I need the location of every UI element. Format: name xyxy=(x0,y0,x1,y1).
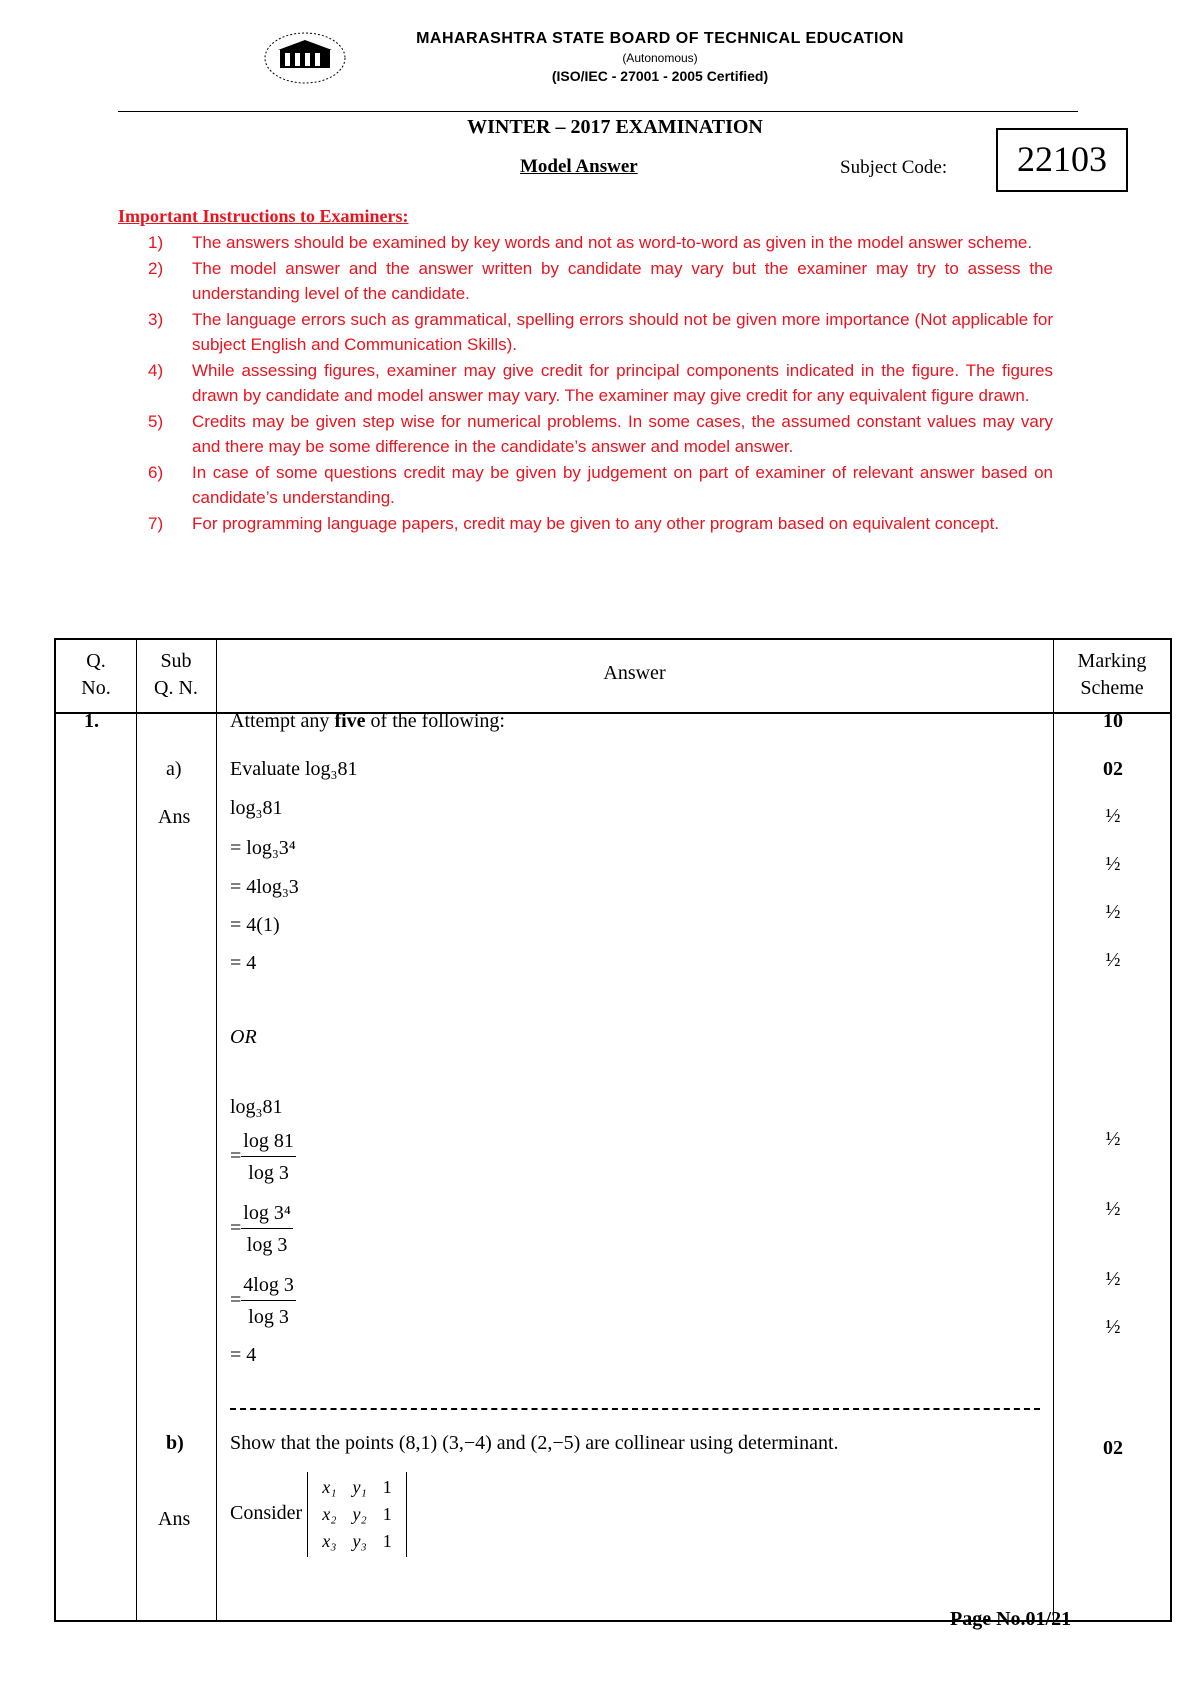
instructions-title: Important Instructions to Examiners: xyxy=(118,206,409,226)
instruction-number: 6) xyxy=(148,463,164,482)
instruction-text: Credits may be given step wise for numerical problems. In some cases, the assumed constant values may vary and there may be some difference in the candidate’s answer and model answer. xyxy=(192,412,1053,456)
header-row-divider xyxy=(56,712,1170,714)
col-header-answer: Answer xyxy=(603,662,666,684)
fraction-step: = $\frac{\log 81}{\log 3}$ xyxy=(230,1126,296,1189)
step-mark: ½ xyxy=(1105,805,1121,827)
org-certification: (ISO/IEC - 27001 - 2005 Certified) xyxy=(551,68,769,84)
answer-step: = 4 xyxy=(230,1344,257,1366)
fraction-step: = $\frac{4\log 3}{\log 3}$ xyxy=(230,1270,296,1333)
question-instruction: Attempt any five of the following: xyxy=(230,710,505,732)
instruction-number: 4) xyxy=(148,361,164,380)
determinant-step xyxy=(230,1472,407,1557)
instructions-list xyxy=(148,230,1053,537)
answer-step: = 4(1) xyxy=(230,914,280,936)
instruction-text: For programming language papers, credit may be given to any other program based on equivalent concept. xyxy=(192,514,1000,533)
col-header-marking: Marking Scheme xyxy=(1077,650,1147,699)
step-mark: ½ xyxy=(1105,1128,1121,1150)
subquestion-marks: 02 xyxy=(1103,1437,1123,1459)
question-marks: 10 xyxy=(1103,710,1123,732)
page-number: Page No.01/21 xyxy=(950,1608,1072,1630)
instruction-item xyxy=(148,358,1053,408)
model-answer-label: Model Answer xyxy=(520,156,638,177)
step-mark: ½ xyxy=(1105,1268,1121,1290)
subquestion-text: Show that the points (8,1) (3,−4) and (2,−5) are collinear using determinant. xyxy=(230,1432,839,1454)
answer-step: = 4log₃3 xyxy=(230,876,299,898)
instruction-item xyxy=(148,230,1053,255)
answer-step: = 4 xyxy=(230,952,257,974)
answer-step: log₃81 xyxy=(230,1096,283,1118)
instruction-item xyxy=(148,256,1053,306)
instruction-text: While assessing figures, examiner may give credit for principal components indicated in the figure. The figures drawn by candidate and model answer may vary. The examiner may give credit for any equivalent figure drawn. xyxy=(192,361,1053,405)
instruction-text: The language errors such as grammatical, spelling errors should not be given more importance (Not applicable for subject English and Communication Skills). xyxy=(192,310,1053,354)
ans-label: Ans xyxy=(158,1508,191,1530)
or-separator: OR xyxy=(230,1026,257,1048)
org-autonomous: (Autonomous) xyxy=(622,51,698,65)
instruction-number: 2) xyxy=(148,259,164,278)
instruction-item xyxy=(148,511,1053,536)
instruction-number: 1) xyxy=(148,233,164,252)
consider-label: Consider xyxy=(230,1502,303,1525)
subquestion-label: a) xyxy=(166,758,182,780)
instruction-number: 5) xyxy=(148,412,164,431)
subquestion-marks: 02 xyxy=(1103,758,1123,780)
fraction-step: = $\frac{\text{log 3⁴}}{\log 3}$ xyxy=(230,1198,293,1261)
col-header-subqn: Sub Q. N. xyxy=(154,650,198,699)
step-mark: ½ xyxy=(1105,1316,1121,1338)
instruction-number: 7) xyxy=(148,514,164,533)
subquestion-label: b) xyxy=(166,1432,184,1454)
instruction-number: 3) xyxy=(148,310,164,329)
step-mark: ½ xyxy=(1105,853,1121,875)
answer-table xyxy=(54,638,1172,1622)
answer-step: = log₃3⁴ xyxy=(230,837,296,859)
subject-code-box: 22103 xyxy=(996,128,1128,192)
instruction-text: In case of some questions credit may be given by judgement on part of examiner of relevant answer based on candidate’s understanding. xyxy=(192,463,1053,507)
step-mark: ½ xyxy=(1105,949,1121,971)
instruction-text: The answers should be examined by key words and not as word-to-word as given in the model answer scheme. xyxy=(192,233,1033,252)
answer-step: log₃81 xyxy=(230,797,283,819)
question-number: 1. xyxy=(84,710,99,732)
subquestion-text: Evaluate log₃81 xyxy=(230,758,358,780)
step-mark: ½ xyxy=(1105,1198,1121,1220)
exam-title: WINTER – 2017 EXAMINATION xyxy=(467,116,763,138)
instruction-text: The model answer and the answer written by candidate may vary but the examiner may try to assess the understanding level of the candidate. xyxy=(192,259,1053,303)
header-divider xyxy=(118,111,1078,112)
subject-code-label: Subject Code: xyxy=(840,157,948,178)
instruction-item xyxy=(148,307,1053,357)
ans-label: Ans xyxy=(158,806,191,828)
instruction-item xyxy=(148,460,1053,510)
section-divider xyxy=(230,1408,1040,1410)
instruction-item xyxy=(148,409,1053,459)
column-divider xyxy=(136,640,137,1620)
step-mark: ½ xyxy=(1105,901,1121,923)
determinant-matrix: x₁ y₁ 1 x₂ y₂ 1 x₃ y₃ 1 xyxy=(307,1472,407,1557)
col-header-qno: Q. No. xyxy=(81,650,111,699)
org-name: MAHARASHTRA STATE BOARD OF TECHNICAL EDUCATION xyxy=(416,30,904,47)
column-divider xyxy=(216,640,217,1620)
